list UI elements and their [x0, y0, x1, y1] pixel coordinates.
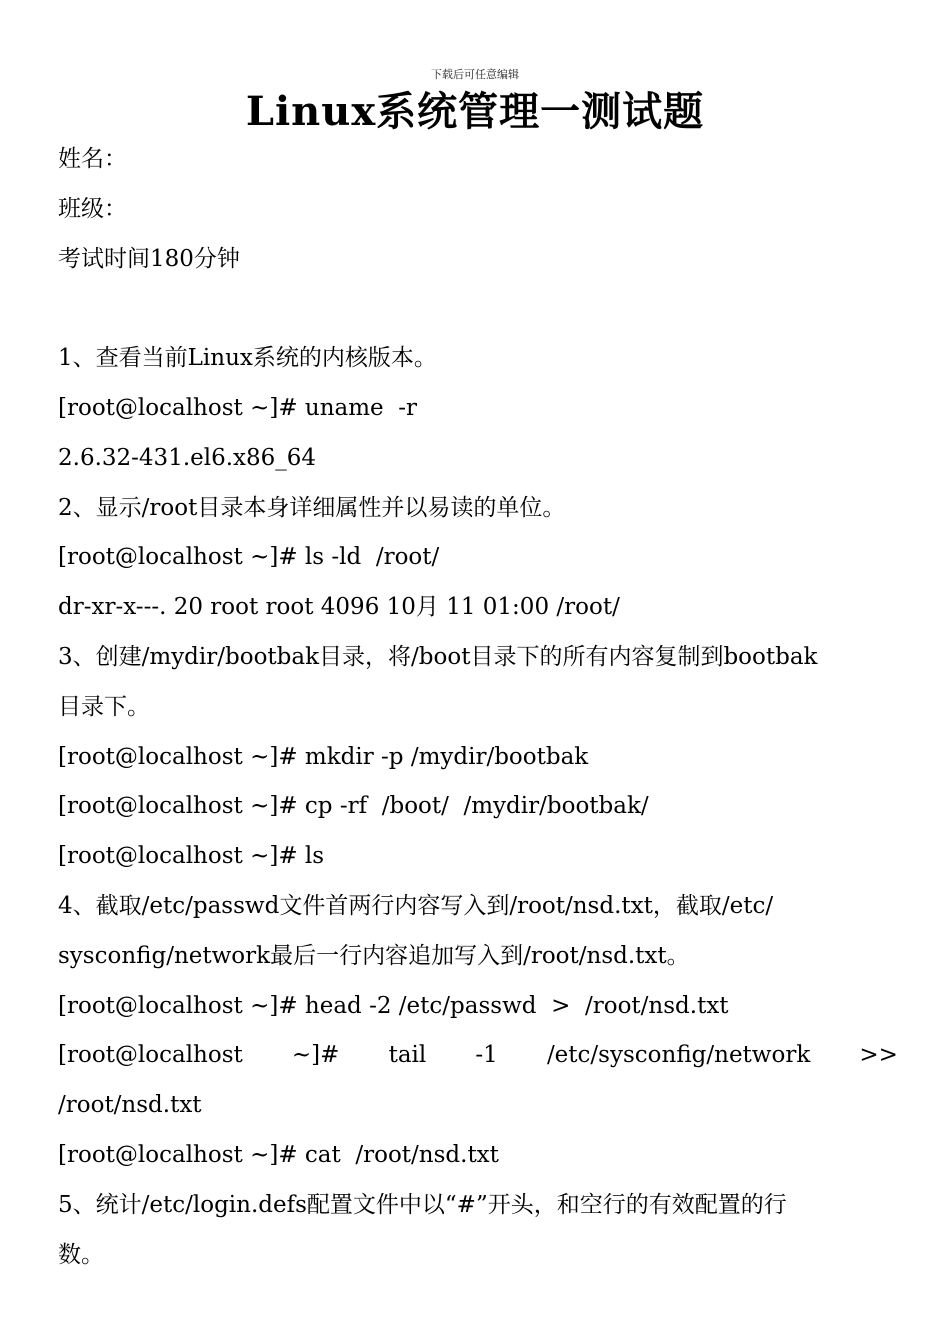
question-4-command-3: [root@localhost ~]# cat /root/nsd.txt [58, 1141, 499, 1168]
question-4-command-1: [root@localhost ~]# head -2 /etc/passwd > /root/nsd.txt [58, 992, 729, 1019]
question-1-command: [root@localhost ~]# uname -r [58, 394, 418, 421]
command-token: -1 [475, 1042, 498, 1069]
blank-line [58, 284, 898, 334]
question-4-command-2-cont: /root/nsd.txt [58, 1092, 202, 1119]
question-3-prompt: 3、创建/mydir/bootbak目录，将/boot目录下的所有内容复制到bootbak [58, 643, 818, 670]
question-5-prompt: 5、统计/etc/login.defs配置文件中以“#”开头，和空行的有效配置的行 [58, 1191, 787, 1218]
question-3-command-1: [root@localhost ~]# mkdir -p /mydir/bootbak [58, 743, 589, 770]
class-label: 班级： [58, 195, 127, 222]
question-4-command-2 [58, 1031, 898, 1081]
exam-time: 考试时间180分钟 [58, 245, 240, 272]
header-note: 下载后可任意编辑 [431, 68, 519, 81]
question-4-prompt: 4、截取/etc/passwd文件首两行内容写入到/root/nsd.txt，截取/etc/ [58, 892, 774, 919]
question-3-command-2: [root@localhost ~]# cp -rf /boot/ /mydir/bootbak/ [58, 793, 649, 820]
command-token: tail [388, 1042, 427, 1069]
question-1-output: 2.6.32-431.el6.x86_64 [58, 444, 317, 471]
name-label: 姓名： [58, 146, 127, 172]
question-3-command-3: [root@localhost ~]# ls [58, 843, 325, 870]
document-body [58, 135, 898, 1280]
command-token: ~]# [291, 1042, 340, 1069]
question-4-prompt-cont: sysconfig/network最后一行内容追加写入到/root/nsd.txt。 [58, 942, 690, 969]
command-token: >> [859, 1042, 898, 1069]
question-2-prompt: 2、显示/root目录本身详细属性并以易读的单位。 [58, 494, 566, 521]
question-2-output: dr-xr-x---. 20 root root 4096 10月 11 01:00 /root/ [58, 594, 620, 621]
question-5-prompt-cont: 数。 [58, 1241, 104, 1268]
command-token: [root@localhost [58, 1042, 243, 1069]
document-title: Linux系统管理一测试题 [245, 88, 705, 135]
command-token: /etc/sysconfig/network [546, 1042, 811, 1069]
question-3-prompt-cont: 目录下。 [58, 693, 150, 720]
question-1-prompt: 1、查看当前Linux系统的内核版本。 [58, 345, 437, 372]
question-2-command: [root@localhost ~]# ls -ld /root/ [58, 544, 440, 571]
